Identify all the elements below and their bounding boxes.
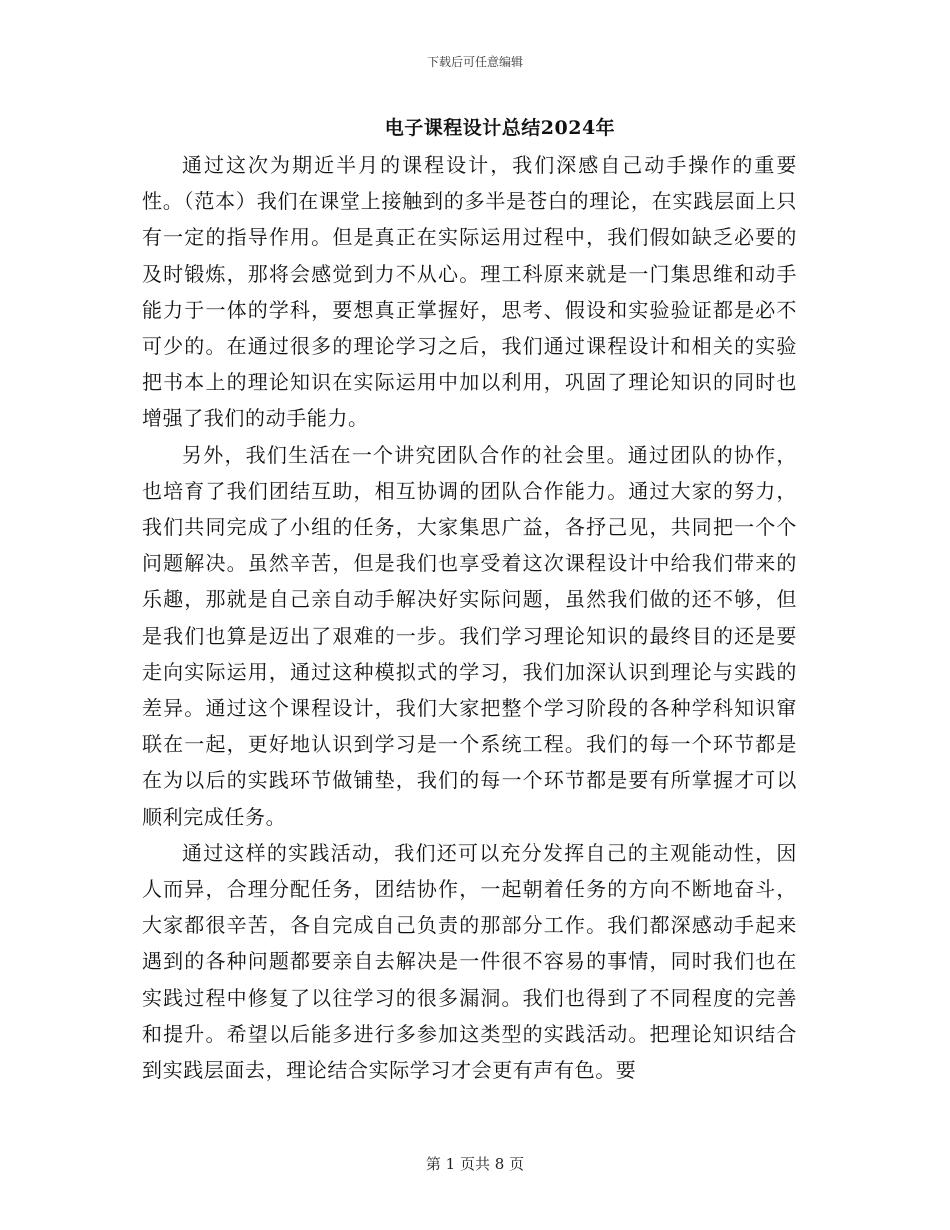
paragraph-2: 另外，我们生活在一个讲究团队合作的社会里。通过团队的协作，也培育了我们团结互助，相互协调的团队合作能力。通过大家的努力，我们共同完成了小组的任务，大家集思广益，各抒己见，共同把一个个问题解决。虽然辛苦，但是我们也享受着这次课程设计中给我们带来的乐趣，那就是自己亲自动手解决好实际问题，虽然我们做的还不够，但是我们也算是迈出了艰难的一步。我们学习理论知识的最终目的还是要走向实际运用，通过这种模拟式的学习，我们加深认识到理论与实践的差异。通过这个课程设计，我们大家把整个学习阶段的各种学科知识窜联在一起，更好地认识到学习是一个系统工程。我们的每一个环节都是在为以后的实践环节做铺垫，我们的每一个环节都是要有所掌握才可以顺利完成任务。 [142, 442, 797, 829]
document-title: 电子课程设计总结2024年 [384, 117, 616, 139]
paragraph-1: 通过这次为期近半月的课程设计，我们深感自己动手操作的重要性。（范本）我们在课堂上接触到的多半是苍白的理论，在实践层面上只有一定的指导作用。但是真正在实际运用过程中，我们假如缺乏必要的及时锻炼，那将会感觉到力不从心。理工科原来就是一门集思维和动手能力于一体的学科，要想真正掌握好，思考、假设和实验验证都是必不可少的。在通过很多的理论学习之后，我们通过课程设计和相关的实验把书本上的理论知识在实际运用中加以利用，巩固了理论知识的同时也增强了我们的动手能力。 [142, 153, 797, 431]
document-body [142, 147, 797, 1088]
page-number: 第 1 页共 8 页 [425, 1155, 525, 1173]
paragraph-3: 通过这样的实践活动，我们还可以充分发挥自己的主观能动性，因人而异，合理分配任务，团结协作，一起朝着任务的方向不断地奋斗，大家都很辛苦，各自完成自己负责的那部分工作。我们都深感动手起来遇到的各种问题都要亲自去解决是一件很不容易的事情，同时我们也在实践过程中修复了以往学习的很多漏洞。我们也得到了不同程度的完善和提升。希望以后能多进行多参加这类型的实践活动。把理论知识结合到实践层面去，理论结合实际学习才会更有声有色。要 [142, 840, 797, 1083]
page-header-note: 下载后可任意编辑 [426, 55, 523, 69]
